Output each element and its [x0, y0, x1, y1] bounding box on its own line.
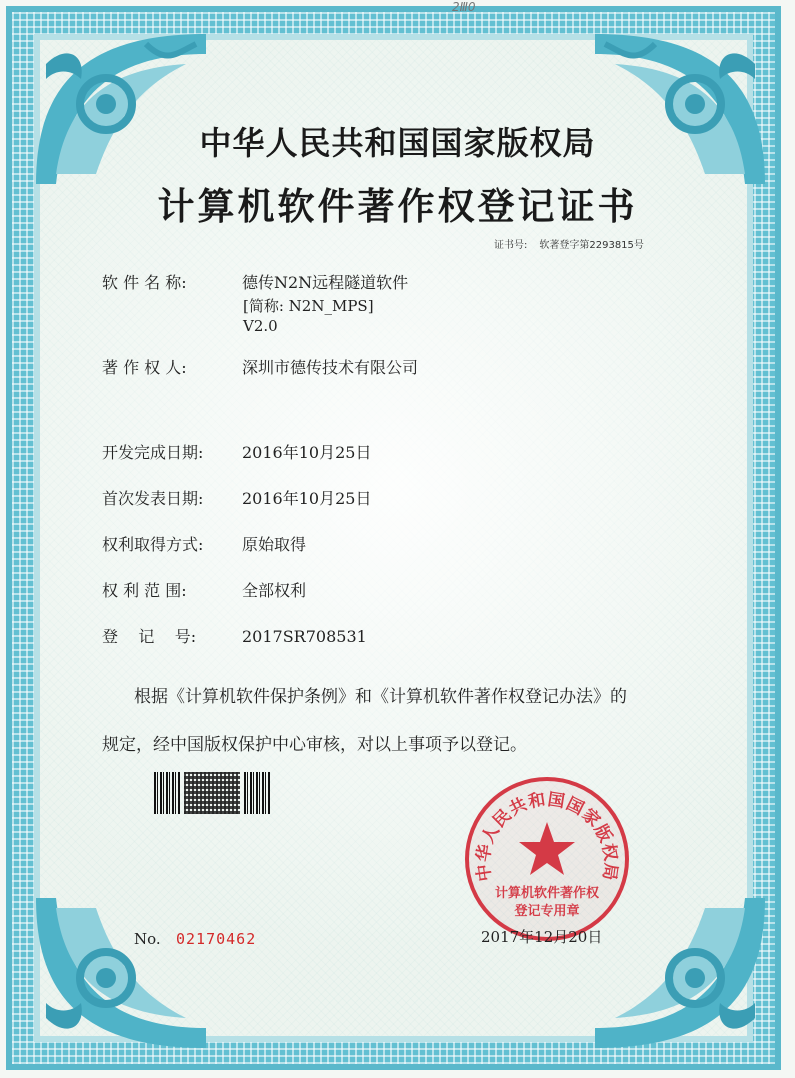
- field-label: 登 记 号:: [102, 627, 197, 646]
- field-acquisition-method: [102, 532, 306, 555]
- field-value: 德传N2N远程隧道软件: [242, 273, 409, 292]
- field-value: 2016年10月25日: [242, 443, 372, 462]
- field-first-publish-date: [102, 486, 371, 509]
- field-label: 权 利 范 围:: [102, 581, 187, 600]
- certificate-number-label: 证书号:: [494, 240, 528, 251]
- handwritten-note: 2Ⅲ0: [452, 0, 476, 14]
- field-label: 首次发表日期:: [102, 489, 204, 508]
- certificate-number-value: 软著登字第2293815号: [539, 240, 644, 251]
- qr-code-icon: [184, 772, 240, 814]
- field-completion-date: [102, 440, 371, 463]
- field-value: 2016年10月25日: [242, 489, 372, 508]
- seal-ring-text: 中华人民共和国国家版权局: [473, 789, 621, 883]
- field-label: 权利取得方式:: [102, 535, 204, 554]
- statement-line-2: 规定，经中国版权保护中心审核，对以上事项予以登记。: [102, 735, 527, 755]
- field-registration-number: [102, 624, 367, 647]
- certificate-number: [494, 236, 644, 251]
- software-short-name: [简称: N2N_MPS]: [243, 297, 374, 315]
- issue-date: 2017年12月20日: [481, 928, 603, 946]
- field-label: 软 件 名 称:: [102, 273, 187, 292]
- field-label: 著 作 权 人:: [102, 358, 187, 377]
- seal-line-2: 登记专用章: [514, 904, 580, 919]
- field-value: 2017SR708531: [242, 627, 367, 646]
- field-label: 开发完成日期:: [102, 443, 204, 462]
- barcode-bars: [244, 772, 270, 814]
- corner-ornament-icon: [26, 888, 216, 1058]
- field-value: 深圳市德传技术有限公司: [242, 358, 419, 377]
- field-rights-scope: [102, 578, 306, 601]
- field-value: 原始取得: [242, 535, 307, 554]
- serial-label: No.: [134, 930, 161, 948]
- barcode-icon: [154, 772, 270, 814]
- field-value: 全部权利: [242, 581, 307, 600]
- statement-line-1: 根据《计算机软件保护条例》和《计算机软件著作权登记办法》的: [134, 687, 627, 707]
- issuing-authority: 中华人民共和国国家版权局: [199, 124, 596, 162]
- barcode-bars: [154, 772, 180, 814]
- certificate-title: 计算机软件著作权登记证书: [157, 185, 638, 228]
- corner-ornament-icon: [26, 24, 216, 194]
- serial-number: 02170462: [176, 930, 257, 948]
- official-seal: [462, 774, 632, 944]
- seal-line-1: 计算机软件著作权: [494, 886, 599, 901]
- field-copyright-owner: [102, 355, 418, 378]
- field-software-name: [102, 270, 408, 293]
- software-version: V2.0: [243, 317, 278, 335]
- corner-ornament-icon: [585, 24, 775, 194]
